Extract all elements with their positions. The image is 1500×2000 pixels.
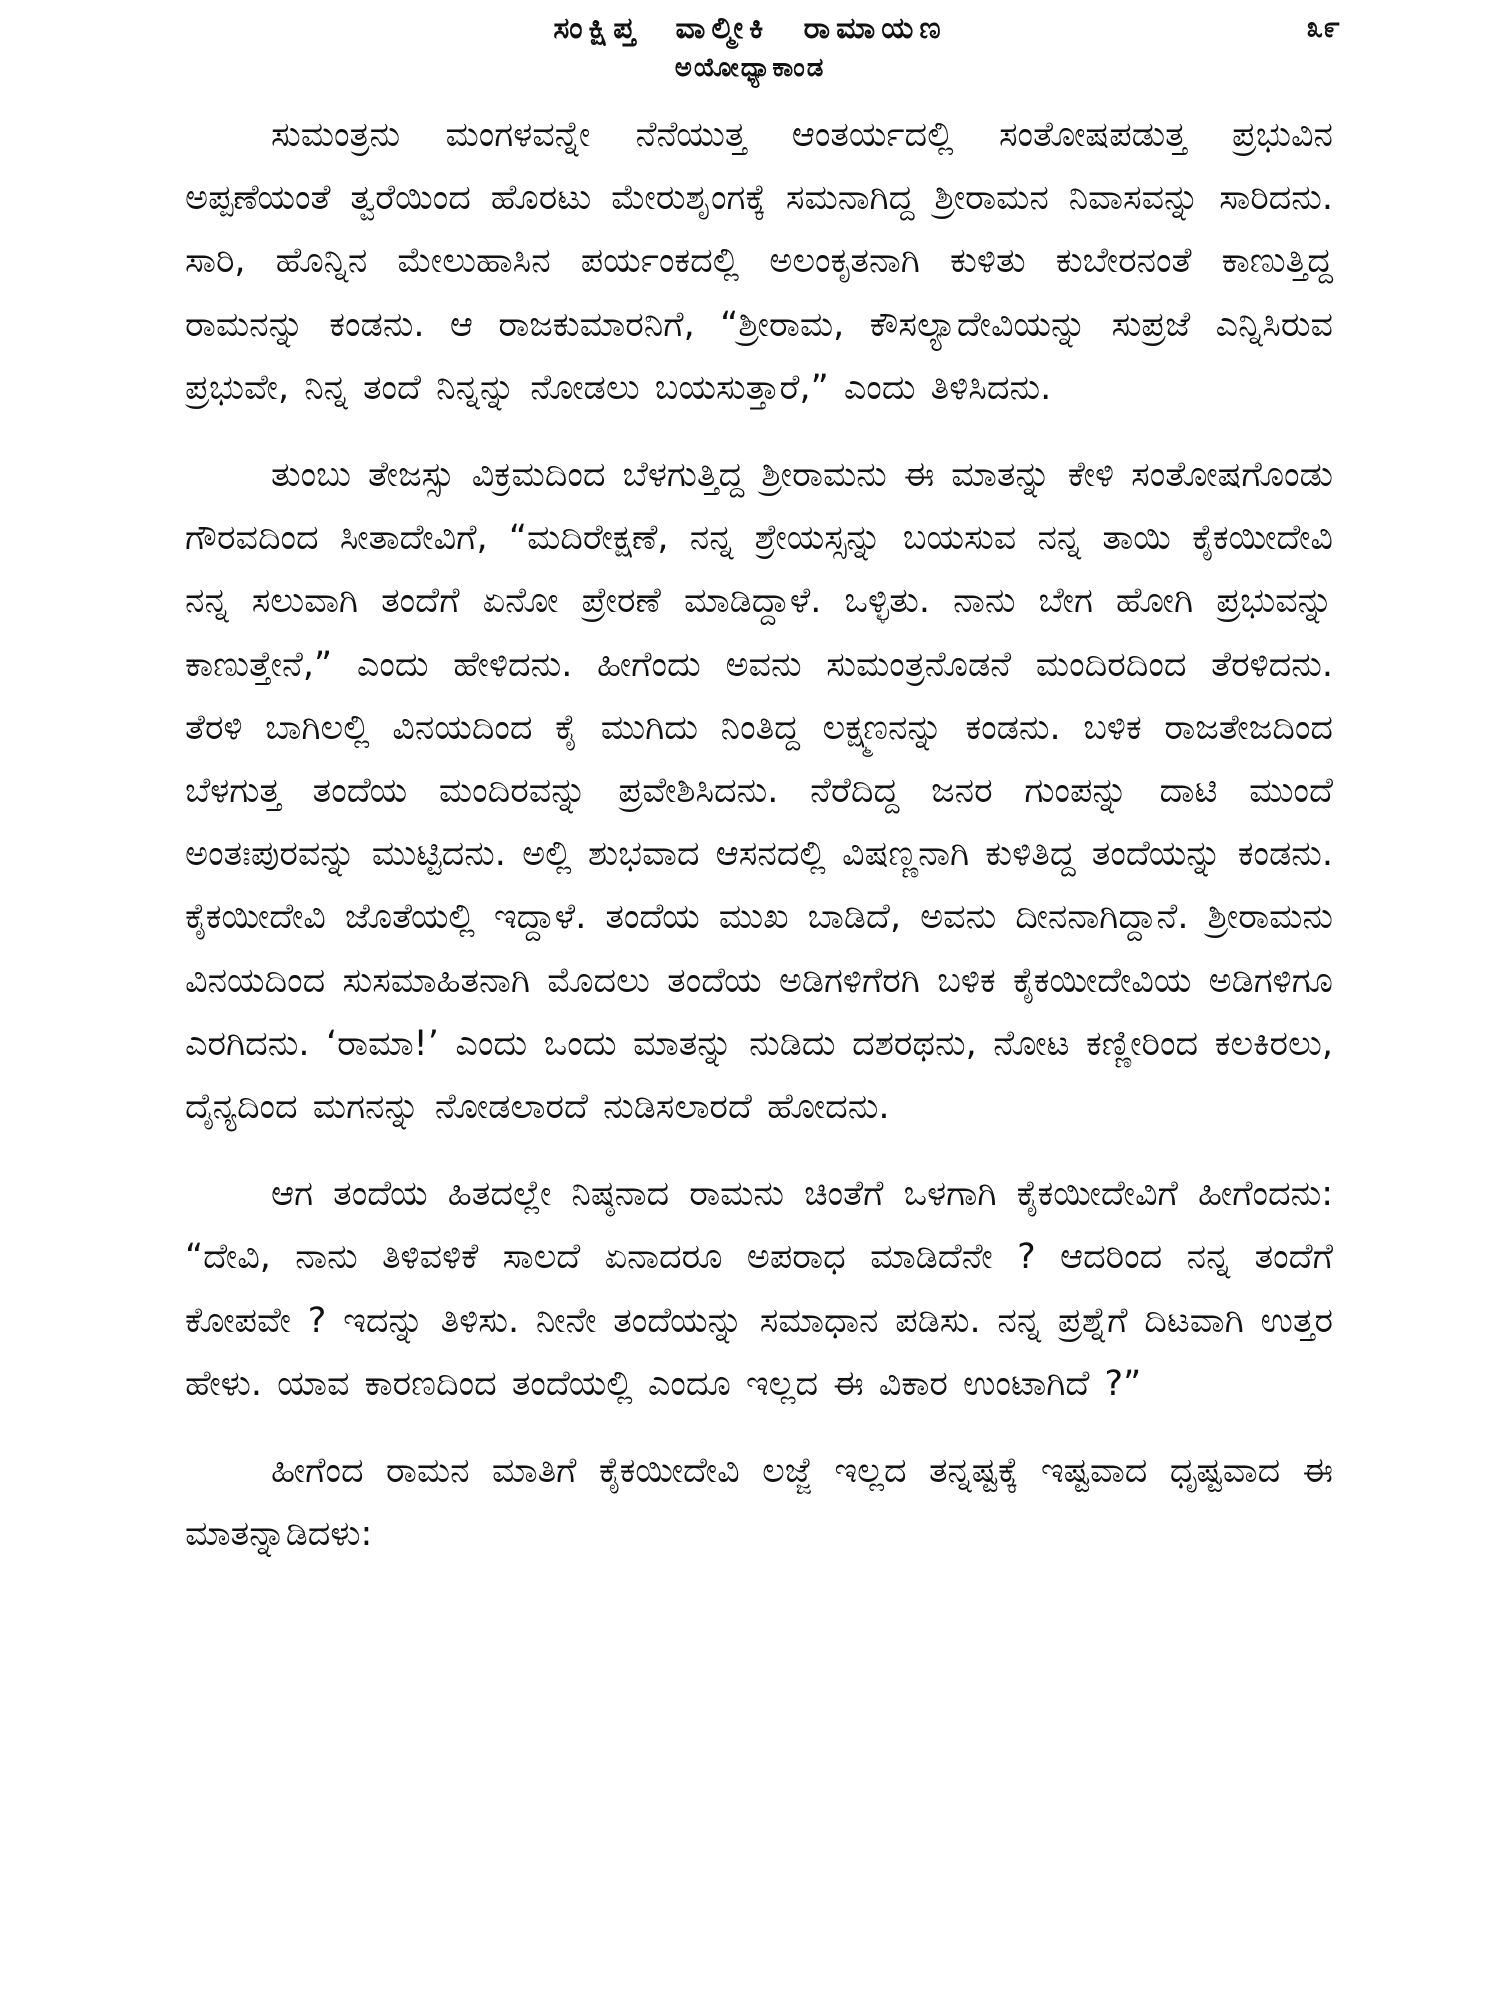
kanda-title: ಅಯೋಧ್ಯಾಕಾಂಡ [674, 53, 826, 83]
running-head [0, 8, 1500, 86]
body-text [185, 104, 1333, 1566]
paragraph-4: ಹೀಗೆಂದ ರಾಮನ ಮಾತಿಗೆ ಕೈಕಯೀದೇವಿ ಲಜ್ಜೆ ಇಲ್ಲದ ತನ್ನಷ್ಟಕ್ಕೆ ಇಷ್ಟವಾದ ಧೃಷ್ಟವಾದ ಈ ಮಾತನ್ನಾಡಿದಳು: [185, 1451, 1333, 1555]
book-title: ಸಂಕ್ಷಿಪ್ತ ವಾಲ್ಮೀಕಿ ರಾಮಾಯಣ [553, 11, 947, 46]
paragraph-1: ಸುಮಂತ್ರನು ಮಂಗಳವನ್ನೇ ನೆನೆಯುತ್ತ ಆಂತರ್ಯದಲ್ಲಿ ಸಂತೋಷಪಡುತ್ತ ಪ್ರಭುವಿನ ಅಪ್ಪಣೆಯಂತೆ ತ್ವರೆಯಿಂದ ಹೊರಟು ಮೇರುಶೃಂಗಕ್ಕೆ ಸಮನಾಗಿದ್ದ ಶ್ರೀರಾಮನ ನಿವಾಸವನ್ನು ಸಾರಿದನು. ಸಾರಿ, ಹೊನ್ನಿನ ಮೇಲುಹಾಸಿನ ಪರ್ಯಂಕದಲ್ಲಿ ಅಲಂಕೃತನಾಗಿ ಕುಳಿತು ಕುಬೇರನಂತೆ ಕಾಣುತ್ತಿದ್ದ ರಾಮನನ್ನು ಕಂಡನು. ಆ ರಾಜಕುಮಾರನಿಗೆ, “ಶ್ರೀರಾಮ, ಕೌಸಲ್ಯಾದೇವಿಯನ್ನು ಸುಪ್ರಜೆ ಎನ್ನಿಸಿರುವ ಪ್ರಭುವೇ, ನಿನ್ನ ತಂದೆ ನಿನ್ನನ್ನು ನೋಡಲು ಬಯಸುತ್ತಾರೆ,” ಎಂದು ತಿಳಿಸಿದನು. [185, 115, 1333, 408]
page-number: ೩೯ [1306, 10, 1340, 45]
paragraph-3: ಆಗ ತಂದೆಯ ಹಿತದಲ್ಲೇ ನಿಷ್ಠನಾದ ರಾಮನು ಚಿಂತೆಗೆ ಒಳಗಾಗಿ ಕೈಕಯೀದೇವಿಗೆ ಹೀಗೆಂದನು: “ದೇವಿ, ನಾನು ತಿಳಿವಳಿಕೆ ಸಾಲದೆ ಏನಾದರೂ ಅಪರಾಧ ಮಾಡಿದೆನೇ ? ಆದರಿಂದ ನನ್ನ ತಂದೆಗೆ ಕೋಪವೇ ? ಇದನ್ನು ತಿಳಿಸು. ನೀನೇ ತಂದೆಯನ್ನು ಸಮಾಧಾನ ಪಡಿಸು. ನನ್ನ ಪ್ರಶ್ನೆಗೆ ದಿಟವಾಗಿ ಉತ್ತರ ಹೇಳು. ಯಾವ ಕಾರಣದಿಂದ ತಂದೆಯಲ್ಲಿ ಎಂದೂ ಇಲ್ಲದ ಈ ವಿಕಾರ ಉಂಟಾಗಿದೆ ?” [185, 1174, 1333, 1404]
paragraph-2: ತುಂಬು ತೇಜಸ್ಸು ವಿಕ್ರಮದಿಂದ ಬೆಳಗುತ್ತಿದ್ದ ಶ್ರೀರಾಮನು ಈ ಮಾತನ್ನು ಕೇಳಿ ಸಂತೋಷಗೊಂಡು ಗೌರವದಿಂದ ಸೀತಾದೇವಿಗೆ, “ಮದಿರೇಕ್ಷಣೆ, ನನ್ನ ಶ್ರೇಯಸ್ಸನ್ನು ಬಯಸುವ ನನ್ನ ತಾಯಿ ಕೈಕಯೀದೇವಿ ನನ್ನ ಸಲುವಾಗಿ ತಂದೆಗೆ ಏನೋ ಪ್ರೇರಣೆ ಮಾಡಿದ್ದಾಳೆ. ಒಳ್ಳಿತು. ನಾನು ಬೇಗ ಹೋಗಿ ಪ್ರಭುವನ್ನು ಕಾಣುತ್ತೇನೆ,” ಎಂದು ಹೇಳಿದನು. ಹೀಗೆಂದು ಅವನು ಸುಮಂತ್ರನೊಡನೆ ಮಂದಿರದಿಂದ ತೆರಳಿದನು. ತೆರಳಿ ಬಾಗಿಲಲ್ಲಿ ವಿನಯದಿಂದ ಕೈ ಮುಗಿದು ನಿಂತಿದ್ದ ಲಕ್ಷ್ಮಣನನ್ನು ಕಂಡನು. ಬಳಿಕ ರಾಜತೇಜದಿಂದ ಬೆಳಗುತ್ತ ತಂದೆಯ ಮಂದಿರವನ್ನು ಪ್ರವೇಶಿಸಿದನು. ನೆರೆದಿದ್ದ ಜನರ ಗುಂಪನ್ನು ದಾಟಿ ಮುಂದೆ ಅಂತಃಪುರವನ್ನು ಮುಟ್ಟಿದನು. ಅಲ್ಲಿ ಶುಭವಾದ ಆಸನದಲ್ಲಿ ವಿಷಣ್ಣನಾಗಿ ಕುಳಿತಿದ್ದ ತಂದೆಯನ್ನು ಕಂಡನು. ಕೈಕಯೀದೇವಿ ಜೊತೆಯಲ್ಲಿ ಇದ್ದಾಳೆ. ತಂದೆಯ ಮುಖ ಬಾಡಿದೆ, ಅವನು ದೀನನಾಗಿದ್ದಾನೆ. ಶ್ರೀರಾಮನು ವಿನಯದಿಂದ ಸುಸಮಾಹಿತನಾಗಿ ಮೊದಲು ತಂದೆಯ ಅಡಿಗಳಿಗೆರಗಿ ಬಳಿಕ ಕೈಕಯೀದೇವಿಯ ಅಡಿಗಳಿಗೂ ಎರಗಿದನು. ‘ರಾಮಾ!’ ಎಂದು ಒಂದು ಮಾತನ್ನು ನುಡಿದು ದಶರಥನು, ನೋಟ ಕಣ್ಣೀರಿಂದ ಕಲಕಿರಲು, ದೈನ್ಯದಿಂದ ಮಗನನ್ನು ನೋಡಲಾರದೆ ನುಡಿಸಲಾರದೆ ಹೋದನು. [185, 455, 1333, 1128]
